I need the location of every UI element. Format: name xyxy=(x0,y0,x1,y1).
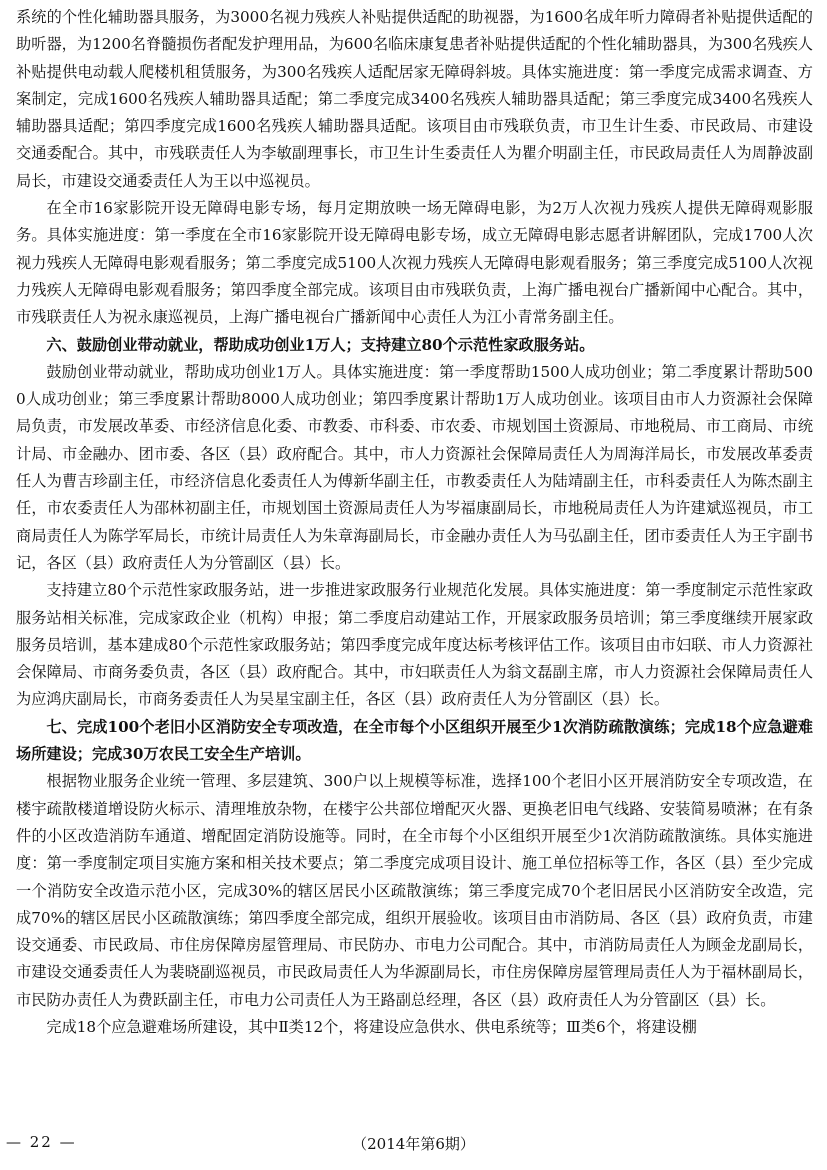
page-footer xyxy=(0,1133,827,1163)
page-number: — 22 — xyxy=(6,1133,77,1151)
paragraph-entrepreneurship: 鼓励创业带动就业，帮助成功创业1万人。具体实施进度：第一季度帮助1500人成功创业；第二季度累计帮助5000人成功创业；第三季度累计帮助8000人成功创业；第四季度累计帮助1万人成功创业。该项目由市人力资源社会保障局负责，市发展改革委、市经济信息化委、市教委、市科委、市农委、市规划国土资源局、市地税局、市工商局、市统计局、市金融办、团市委、各区（县）政府配合。其中，市人力资源社会保障局责任人为周海洋局长，市发展改革委责任人为曹吉珍副主任，市经济信息化委责任人为傅新华副主任，市教委责任人为陆靖副主任，市科委责任人为陈杰副主任，市农委责任人为邵林初副主任，市规划国土资源局责任人为岑福康副局长，市地税局责任人为许建斌巡视员，市工商局责任人为陈学军局长，市统计局责任人为朱章海副局长，市金融办责任人为马弘副主任，团市委责任人为王宇副书记，各区（县）政府责任人为分管副区（县）长。 xyxy=(16,362,813,572)
body-text xyxy=(16,4,813,1041)
issue-label: （2014年第6期） xyxy=(352,1135,475,1153)
paragraph-housekeeping-stations: 支持建立80个示范性家政服务站，进一步推进家政服务行业规范化发展。具体实施进度：第一季度制定示范性家政服务站相关标准，完成家政企业（机构）申报；第二季度启动建站工作，开展家政服务员培训；第三季度继续开展家政服务员培训，基本建成80个示范性家政服务站；第四季度完成年度达标考核评估工作。该项目由市妇联、市人力资源社会保障局、市商务委负责，各区（县）政府配合。其中，市妇联责任人为翁文磊副主席，市人力资源社会保障局责任人为应鸿庆副局长，市商务委责任人为吴星宝副主任，各区（县）政府责任人为分管副区（县）长。 xyxy=(16,581,813,709)
paragraph-accessible-cinema: 在全市16家影院开设无障碍电影专场，每月定期放映一场无障碍电影，为2万人次视力残疾人提供无障碍观影服务。具体实施进度：第一季度在全市16家影院开设无障碍电影专场，成立无障碍电影志愿者讲解团队，完成1700人次视力残疾人无障碍电影观看服务；第二季度完成5100人次视力残疾人无障碍电影观看服务；第三季度完成5100人次视力残疾人无障碍电影观看服务；第四季度全部完成。该项目由市残联负责，上海广播电视台广播新闻中心配合。其中，市残联责任人为祝永康巡视员，上海广播电视台广播新闻中心责任人为江小青常务副主任。 xyxy=(16,199,813,327)
paragraph-emergency-shelters: 完成18个应急避难场所建设，其中Ⅱ类12个，将建设应急供水、供电系统等；Ⅲ类6个，将建设棚 xyxy=(46,1017,697,1036)
paragraph-fire-safety: 根据物业服务企业统一管理、多层建筑、300户以上规模等标准，选择100个老旧小区开展消防安全专项改造，在楼宇疏散楼道增设防火标示、清理堆放杂物，在楼宇公共部位增配灭火器、更换老旧电气线路、安装简易喷淋；在有条件的小区改造消防车通道、增配固定消防设施等。同时，在全市每个小区组织开展至少1次消防疏散演练。具体实施进度：第一季度制定项目实施方案和相关技术要点；第二季度完成项目设计、施工单位招标等工作，各区（县）至少完成一个消防安全改造示范小区，完成30%的辖区居民小区疏散演练；第三季度完成70个老旧居民小区消防安全改造，完成70%的辖区居民小区疏散演练；第四季度全部完成，组织开展验收。该项目由市消防局、各区（县）政府负责，市建设交通委、市民政局、市住房保障房屋管理局、市民防办、市电力公司配合。其中，市消防局责任人为顾金龙副局长，市建设交通委责任人为裴晓副巡视员，市民政局责任人为华源副局长，市住房保障房屋管理局责任人为于福林副局长，市民防办责任人为费跃副主任，市电力公司责任人为王路副总经理，各区（县）政府责任人为分管副区（县）长。 xyxy=(16,772,813,1009)
paragraph-assistive-devices: 系统的个性化辅助器具服务，为3000名视力残疾人补贴提供适配的助视器，为1600名成年听力障碍者补贴提供适配的助听器，为1200名脊髓损伤者配发护理用品，为600名临床康复患者补贴提供适配的个性化辅助器具，为300名残疾人补贴提供电动载人爬楼机租赁服务，为300名残疾人适配居家无障碍斜坡。具体实施进度：第一季度完成需求调查、方案制定，完成1600名残疾人辅助器具适配；第二季度完成3400名残疾人辅助器具适配；第三季度完成3400名残疾人辅助器具适配；第四季度完成1600名残疾人辅助器具适配。该项目由市残联负责，市卫生计生委、市民政局、市建设交通委配合。其中，市残联责任人为李敏副理事长，市卫生计生委责任人为瞿介明副主任，市民政局责任人为周静波副局长，市建设交通委责任人为王以中巡视员。 xyxy=(16,8,813,190)
section-heading-6: 六、鼓励创业带动就业，帮助成功创业1万人；支持建立80个示范性家政服务站。 xyxy=(46,335,595,354)
section-heading-7: 七、完成100个老旧小区消防安全专项改造，在全市每个小区组织开展至少1次消防疏散演练；完成18个应急避难场所建设；完成30万农民工安全生产培训。 xyxy=(16,717,813,764)
